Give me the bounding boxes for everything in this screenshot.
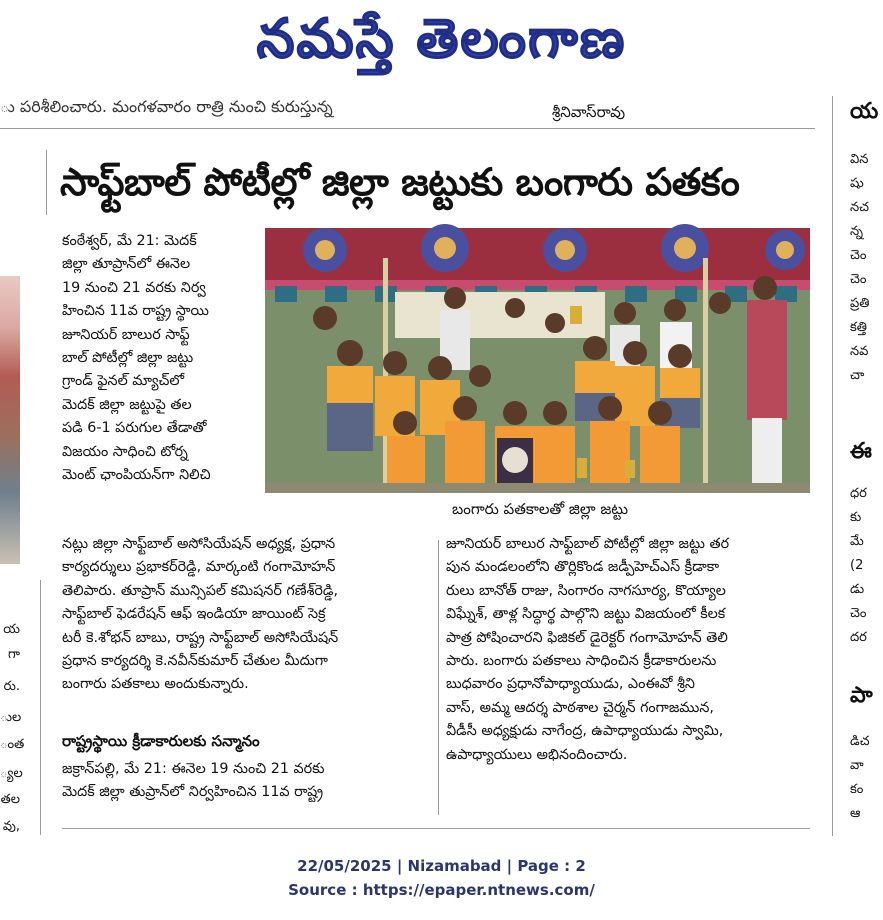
text-line: కు: [850, 510, 862, 525]
newspaper-masthead: నమస్తే తెలంగాణ: [256, 7, 627, 70]
text-line: డు: [850, 582, 865, 597]
text-line: పాత్ర పోషించారని ఫిజికల్ డైరెక్టర్ గంగామోహన్ తెలి: [446, 629, 728, 646]
column-divider: [438, 540, 439, 815]
text-line: బంగారు పతకాలు అందుకున్నారు.: [62, 676, 249, 693]
text-line: జూనియర్ బాలుర సాఫ్ట్‌బాల్ పోటీల్లో జిల్లా జట్టు తర: [446, 536, 730, 552]
neighbor-column-fragment: [850, 730, 883, 830]
text-line: కంఠేశ్వర్, మే 21: మెదక్: [62, 233, 197, 249]
text-line: వీడీసీ అధ్యక్షుడు నాగేంద్ర, ఉపాధ్యాయుడు స్వామి,: [446, 723, 724, 740]
article-middle-column: [62, 533, 430, 726]
neighbor-heading-fragment: య: [850, 99, 879, 124]
text-line: తెలిపారు. తూప్రాన్ మున్సిపల్ కమిషనర్ గణేశ్‌రెడ్డి,: [62, 582, 339, 599]
text-line: మెదక్ జిల్లా జట్టుపై తల: [62, 396, 192, 413]
text-line: కత్తి: [850, 320, 867, 335]
neighbor-text-fragment: ంత: [0, 737, 25, 752]
text-line: బుధవారం ప్రధానోపాధ్యాయుడు, ఎంఈవో శ్రీని: [446, 676, 695, 693]
right-column-divider: [832, 96, 833, 836]
text-line: ఆ: [850, 806, 861, 821]
text-line: విన: [850, 152, 869, 167]
photo-caption: బంగారు పతకాలతో జిల్లా జట్టు: [452, 500, 629, 518]
headline-left-rule: [46, 150, 47, 215]
text-line: నట్లు జిల్లా సాఫ్ట్‌బాల్ అసోసియేషన్ అధ్యక్ష, ప్రధాన: [62, 536, 336, 552]
team-photo: [265, 228, 810, 493]
article-middle-column-continued: [62, 758, 430, 813]
text-line: ఉపాధ్యాయులు అభినందించారు.: [446, 746, 628, 763]
text-line: ధర: [850, 486, 867, 501]
text-line: చెం: [850, 248, 867, 263]
article-subheading: రాష్ట్రస్థాయి క్రీడాకారులకు సన్మానం: [62, 732, 260, 750]
text-line: చా: [850, 368, 865, 383]
text-line: ప్రతి: [850, 296, 870, 311]
text-line: కార్యదర్శులు ప్రభాకర్‌రెడ్డి, మార్కంటి గంగామోహన్: [62, 559, 336, 576]
text-line: చెం: [850, 606, 867, 621]
text-line: పడి 6-1 పరుగుల తేడాతో: [62, 420, 207, 437]
neighbor-text-fragment: గా: [8, 647, 20, 662]
text-line: 19 నుంచి 21 వరకు నిర్వ: [62, 279, 206, 296]
text-line: జిల్లా తూప్రాన్‌లో ఈనెల: [62, 256, 191, 273]
text-line: జూనియర్ బాలుర సాఫ్ట్: [62, 326, 190, 343]
article-left-column: [62, 230, 257, 502]
left-edge-rule: [40, 580, 41, 835]
team-photo-illustration: [265, 228, 810, 493]
text-line: (2: [850, 558, 864, 573]
text-line: న్న: [850, 224, 863, 239]
text-line: విజయం సాధించి టోర్న: [62, 443, 188, 460]
bottom-divider: [62, 828, 810, 829]
text-line: మే: [850, 534, 864, 549]
text-line: మెదక్ జిల్లా తుప్రాన్‌లో నిర్వహించిన 11వ రాష్ట్ర: [62, 784, 324, 801]
text-line: హించిన 11వ రాష్ట్ర స్థాయి: [62, 303, 209, 320]
text-line: డిచ: [850, 734, 870, 749]
text-line: నవ: [850, 344, 869, 359]
neighbor-text-fragment: రు.: [3, 679, 20, 694]
article-headline: సాఫ్ట్‌బాల్ పోటీల్లో జిల్లా జట్టుకు బంగారు పతకం: [60, 160, 740, 204]
neighbor-text-fragment: వు,: [2, 819, 20, 834]
byline: శ్రీనివాస్‌రావు: [552, 103, 626, 121]
text-line: వా: [850, 758, 864, 773]
neighbor-heading-fragment: పా: [850, 683, 873, 708]
text-line: దర: [850, 630, 867, 645]
neighbor-article-photo-crop: [0, 276, 20, 564]
source-url: Source : https://epaper.ntnews.com/: [288, 881, 595, 899]
edition-info: 22/05/2025 | Nizamabad | Page : 2: [297, 857, 586, 875]
text-line: చెం: [850, 272, 867, 287]
top-divider: [0, 128, 815, 129]
text-line: జక్రాన్‌పల్లి, మే 21: ఈనెల 19 నుంచి 21 వరకు: [62, 761, 325, 777]
text-line: విఘ్నేశ్, తాళ్ల సిద్ధార్థ పాల్గొని జట్టు విజయంలో కీలక: [446, 606, 726, 623]
text-line: పున మండలంలోని తొర్లికొండ జడ్పీహెచ్ఎస్ క్రీడాకా: [446, 559, 720, 576]
neighbor-text-fragment: తల: [0, 792, 20, 807]
previous-article-fragment: ు పరిశీలించారు. మంగళవారం రాత్రి నుంచి కురుస్తున్న: [0, 97, 333, 116]
text-line: సాఫ్ట్‌బాల్ ఫెడరేషన్ ఆఫ్ ఇండియా జాయింట్ సెక్ర: [62, 606, 326, 623]
neighbor-column-fragment: [850, 148, 883, 418]
text-line: మెంట్ ఛాంపియన్‌గా నిలిచి: [62, 467, 211, 484]
neighbor-text-fragment: ుల: [0, 710, 22, 725]
text-line: షు: [850, 176, 864, 191]
text-line: టరీ కె.శోభన్ బాబు, రాష్ట్ర సాఫ్ట్‌బాల్ అసోసియేషన్: [62, 629, 339, 646]
neighbor-text-fragment: ్యల: [0, 766, 23, 781]
neighbor-heading-fragment: ఈ: [850, 439, 872, 464]
text-line: బాల్ పోటీల్లో జిల్లా జట్టు: [62, 350, 194, 367]
text-line: పారు. బంగారు పతకాలు సాధించిన క్రీడాకారులను: [446, 653, 717, 670]
text-line: ప్రధాన కార్యదర్శి కె.నవీన్‌కుమార్ చేతుల మీదుగా: [62, 653, 328, 670]
text-line: నచ: [850, 200, 870, 215]
neighbor-text-fragment: య: [3, 622, 20, 637]
article-right-column: [446, 533, 808, 813]
text-line: గ్రాండ్ ఫైనల్ మ్యాచ్‌లో: [62, 373, 185, 390]
text-line: వాస్, అమ్మ ఆదర్శ పాఠశాల చైర్మన్ గంగాజమున,: [446, 699, 714, 716]
neighbor-column-fragment: [850, 482, 883, 672]
text-line: రులు బానోత్ రాజు, సింగారం నాగసూర్య, కొయ్యాల: [446, 582, 726, 599]
text-line: కం: [850, 782, 864, 797]
